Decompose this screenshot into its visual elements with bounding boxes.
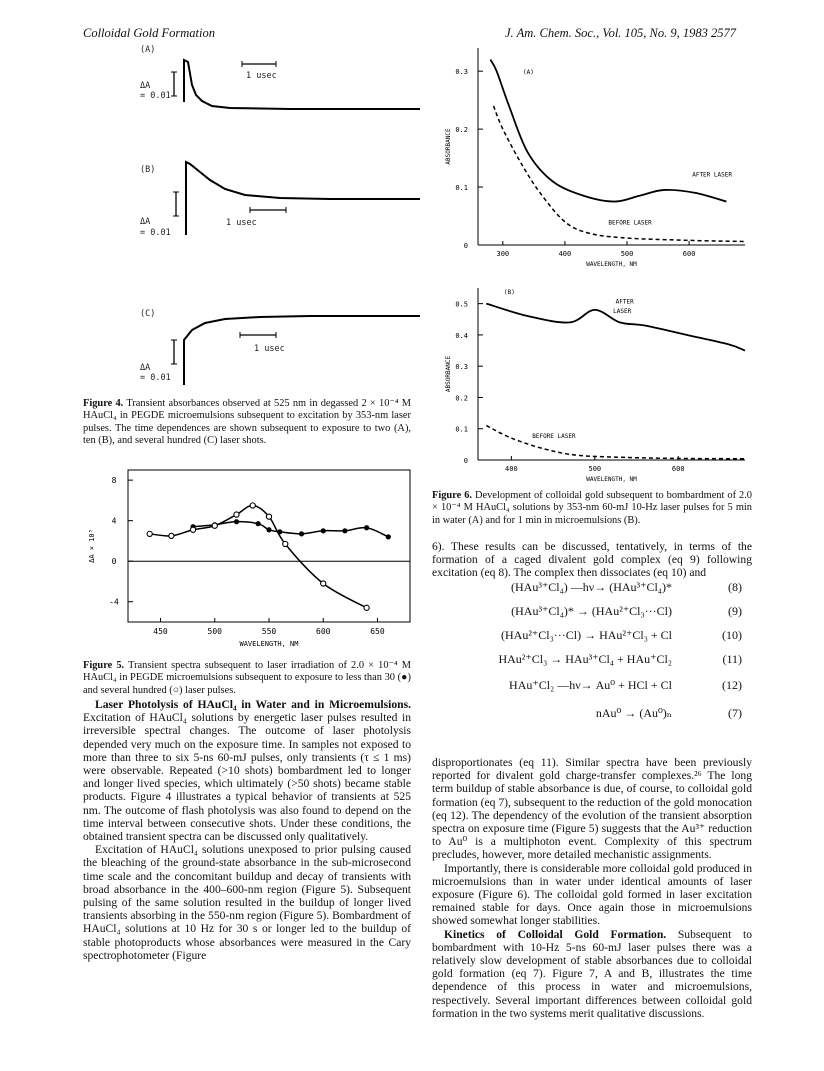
section-heading-kinetics: Kinetics of Colloidal Gold Formation. [444, 927, 667, 941]
fig6a-y-tick-label: 0.2 [455, 126, 468, 135]
fig5-open-point [250, 503, 255, 508]
right-column-text [432, 756, 752, 1020]
fig6a-x-tick-label: 600 [682, 250, 696, 258]
left-column-text [83, 698, 411, 962]
fig6b-y-tick-label: 0.5 [455, 300, 468, 309]
right-paragraph-1: disproportionates (eq 11). Similar spectra have been previously reported for divalent gold charge-transfer complexes.²⁶ The long term buildup of stable absorbance is due, of course, to colloidal gold formation (eq 7), subsequent to the reduction of the gold monocation (eq 12). The dependency of the evolution of the transient absorption spectra on exposure time (Figure 5) suggests that the Au³⁺ reduction to Au⁰ is a multiphoton event. Complexity of this spectrum precludes, however, more detailed mechanistic assignments. [432, 756, 752, 862]
fig6b-before-laser-label: BEFORE LASER [532, 433, 576, 441]
fig4-scale-time-a-label: 1 usec [246, 71, 277, 81]
fig5-filled-point [234, 519, 239, 524]
left-paragraph-1: Excitation of HAuCl₄ solutions by energetic laser pulses resulted in irreversible spectral changes. The outcome of laser photolysis depended very much on the exposure time. In samples not exposed to more than three to six 5-ns 60-mJ pulses, only transients (τ ≤ 1 ms) were observable. Repeated (>10 shots) bombardment led to longer and longer lived species, which ultimately (>50 shots) became stable products. Figure 4 illustrates a typical behavior of transients at 525 nm. The outcome of flash photolysis was also found to depend on the time interval between consecutive shots. Under these conditions, the obtained transient spectra can be discussed only qualitatively. [83, 711, 411, 844]
fig5-open-point [234, 512, 239, 517]
fig6a-x-tick-label: 500 [620, 250, 634, 258]
equation-number: (10) [722, 628, 742, 642]
fig6a-before-laser-label: BEFORE LASER [608, 219, 652, 227]
fig6b-x-axis-label: WAVELENGTH, NM [586, 476, 637, 483]
fig5-filled-point [364, 525, 369, 530]
equation-number: (11) [722, 652, 742, 666]
fig5-x-tick-label: 600 [316, 627, 331, 636]
fig5-x-tick-label: 450 [153, 627, 168, 636]
figure-5-caption [83, 660, 411, 697]
fig5-open-point [266, 514, 271, 519]
equation-number: (9) [728, 604, 742, 618]
equation [432, 628, 742, 648]
fig5-filled-point [342, 528, 347, 533]
fig5-open-point [321, 581, 326, 586]
left-paragraph-2: Excitation of HAuCl₄ solutions unexposed to prior pulsing caused the bleaching of the ground-state absorbance in the sub-microsecond time scale and the concomitant buildup and decay of transients with broad absorbance in the 400–600-nm region (Figure 5). Subsequent pulsing of the same solution resulted in the buildup of longer lived transients absorbing in the 550-nm region (Figure 5). Bombardment of HAuCl₄ solutions at 10 Hz for 30 s or longer led to the buildup of stable photoproducts whose absorbances were measured in the Cary spectrophotometer (Figure [83, 843, 411, 962]
fig6a-after-laser-line [490, 60, 726, 202]
equation-number: (7) [728, 706, 742, 720]
equation [432, 678, 742, 698]
fig6b-after-laser-label-1: AFTER [615, 298, 634, 306]
equation [432, 706, 742, 726]
fig5-filled-point [386, 534, 391, 539]
fig5-filled-point [266, 527, 271, 532]
running-header-title: Colloidal Gold Formation [83, 26, 215, 40]
fig5-y-tick-label: 8 [111, 476, 117, 486]
equation-expression: (HAu²⁺Cl₃···Cl) → HAu²⁺Cl₃ + Cl [501, 628, 672, 642]
equation [432, 580, 742, 600]
figure-4-caption-label: Figure 4. [83, 398, 124, 409]
figure-6b-chart [440, 280, 760, 487]
fig6b-x-tick-label: 500 [588, 465, 602, 473]
running-header-journal: J. Am. Chem. Soc., Vol. 105, No. 9, 1983 2577 [505, 26, 737, 40]
fig4-scale-abs-c-label2: = 0.01 [140, 373, 171, 383]
figure-5-caption-label: Figure 5. [83, 660, 125, 671]
fig4-panel-b-label: (B) [140, 165, 156, 175]
fig6b-x-tick-label: 600 [671, 465, 685, 473]
right-column-intro [432, 540, 752, 580]
equation-number: (12) [722, 678, 742, 692]
fig4-scale-abs-a-label1: ΔA [140, 81, 151, 91]
figure-4-caption-text: Transient absorbances observed at 525 nm in degassed 2 × 10⁻⁴ M HAuCl₄ in PEGDE microemulsions subsequent to excitation by 353-nm laser pulses. The time dependences are shown subsequent to exposure to two (A), ten (B), and several hundred (C) laser shots. [83, 398, 411, 447]
equation [432, 604, 742, 624]
fig4-scale-abs-b-label1: ΔA [140, 217, 151, 227]
fig6a-y-tick-label: 0 [463, 242, 468, 250]
equation [432, 652, 742, 672]
fig5-y-tick-label: 4 [111, 516, 117, 526]
fig6b-before-laser-line [486, 426, 745, 459]
fig5-open-point [169, 533, 174, 538]
fig4-scale-abs-b-label2: = 0.01 [140, 228, 171, 238]
fig5-open-point [190, 527, 195, 532]
fig5-filled-point [256, 521, 261, 526]
figure-6-caption-label: Figure 6. [432, 490, 473, 501]
fig6b-y-axis-label: ABSORBANCE [445, 355, 452, 393]
fig5-open-point [283, 541, 288, 546]
fig6a-x-axis-label: WAVELENGTH, NM [586, 261, 637, 268]
equation-expression: HAu²⁺Cl₃ → HAu³⁺Cl₄ + HAu⁺Cl₂ [498, 652, 672, 666]
fig6a-panel-label: (A) [523, 69, 534, 76]
equation-expression: nAu⁰ → (Au⁰)ₙ [595, 706, 672, 720]
fig5-plot-frame [128, 470, 410, 622]
fig5-x-axis-label: WAVELENGTH, NM [239, 640, 299, 648]
fig4-scale-time-c-label: 1 usec [254, 344, 285, 354]
fig4-trace-b [186, 162, 420, 235]
figure-6a-chart [440, 40, 760, 275]
fig4-scale-time-b-label: 1 usec [226, 218, 257, 228]
right-paragraph-2: Importantly, there is considerable more colloidal gold produced in microemulsions than in water under identical amounts of laser exposure (Figure 6). The colloidal gold formed in laser excitation remained stable for days. Once again those in microemulsions showed somewhat longer stabilities. [432, 861, 752, 928]
fig6b-y-tick-label: 0.3 [455, 363, 468, 372]
figure-5-caption-text: Transient spectra subsequent to laser irradiation of 2.0 × 10⁻⁴ M HAuCl₄ in PEGDE microemulsions subsequent to exposure to less than 30 (●) and several hundred (○) laser pulses. [83, 660, 411, 696]
figure-4-traces [130, 40, 430, 395]
fig5-filled-point [299, 531, 304, 536]
figure-6-caption [432, 490, 752, 527]
fig5-y-tick-label: 0 [111, 557, 117, 567]
fig6a-y-axis-label: ABSORBANCE [445, 128, 452, 165]
fig6b-y-tick-label: 0.1 [455, 425, 468, 434]
figure-6-caption-text: Development of colloidal gold subsequent to bombardment of 2.0 × 10⁻⁴ M HAuCl₄ solutions by 353-nm 60-mJ 10-Hz laser pulses for 5 min in water (A) and for 1 min in microemulsions (B). [432, 490, 752, 526]
section-heading-laser-photolysis: Laser Photolysis of HAuCl₄ in Water and in Microemulsions. [95, 698, 411, 711]
right-paragraph-3: Subsequent to bombardment with 10-Hz 5-ns 60-mJ laser pulses there was a relatively slow development of stable absorbances due to colloidal gold formation (eq 7). Figure 7, A and B, illustrates the time dependence of this process in water and microemulsions, respectively. Several important differences between colloidal gold formation in the two systems merit qualitative discussions. [432, 927, 753, 1020]
fig5-x-tick-label: 550 [261, 627, 277, 636]
equation-number: (8) [728, 580, 742, 594]
fig4-scale-abs-c-label1: ΔA [140, 363, 151, 373]
fig4-panel-c-label: (C) [140, 309, 156, 319]
fig5-series-open-line [150, 505, 367, 607]
fig4-trace-a [184, 60, 420, 109]
fig6b-y-tick-label: 0.2 [455, 394, 468, 403]
fig5-series-filled-line [193, 522, 388, 537]
fig5-open-point [364, 605, 369, 610]
fig5-x-tick-label: 650 [370, 627, 385, 636]
fig6a-x-tick-label: 400 [558, 250, 572, 258]
fig5-open-point [212, 523, 217, 528]
figure-5-chart [80, 462, 415, 657]
fig6a-after-laser-label: AFTER LASER [692, 171, 732, 179]
fig6b-y-tick-label: 0 [463, 457, 468, 465]
fig6a-y-tick-label: 0.3 [455, 68, 468, 77]
fig6a-x-tick-label: 300 [496, 250, 510, 258]
fig6b-x-tick-label: 400 [505, 465, 518, 473]
fig4-panel-a-label: (A) [140, 45, 156, 55]
fig6b-after-laser-label-2: LASER [613, 308, 632, 316]
equation-expression: (HAu³⁺Cl₄)* → (HAu²⁺Cl₃···Cl) [511, 604, 672, 618]
fig5-y-axis-label: ΔA × 10³ [88, 529, 96, 563]
fig6b-panel-label: (B) [504, 289, 515, 296]
fig5-open-point [147, 531, 152, 536]
fig6b-y-tick-label: 0.4 [455, 331, 468, 340]
fig5-x-tick-label: 500 [207, 627, 222, 636]
equation-expression: (HAu³⁺Cl₄) —hν→ (HAu³⁺Cl₄)* [511, 580, 672, 594]
fig5-y-tick-label: -4 [109, 597, 119, 607]
figure-4-caption [83, 398, 411, 448]
fig6a-y-tick-label: 0.1 [455, 184, 468, 193]
fig5-filled-point [321, 528, 326, 533]
right-intro-paragraph: 6). These results can be discussed, tentatively, in terms of the formation of a caged divalent gold complex (eq 9) following excitation (eq 8). The complex then dissociates (eq 10) and [432, 540, 752, 580]
fig4-scale-abs-a-label2: = 0.01 [140, 91, 171, 101]
equation-expression: HAu⁺Cl₂ —hν→ Au⁰ + HCl + Cl [509, 678, 672, 692]
fig4-trace-c [184, 316, 420, 385]
